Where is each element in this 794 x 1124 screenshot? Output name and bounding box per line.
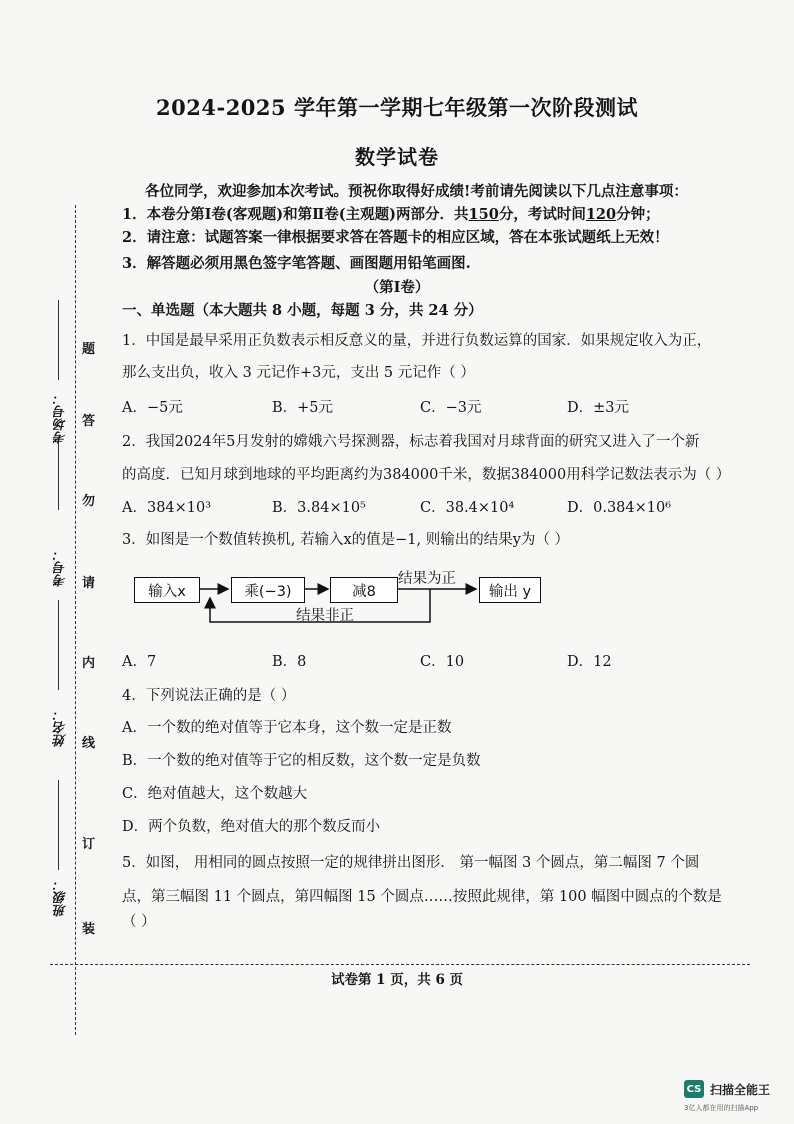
fill-line <box>58 600 59 690</box>
part-label: （第Ⅰ卷） <box>364 279 430 296</box>
seal-char: 题 <box>82 342 96 357</box>
flow-multiply-box <box>231 577 305 603</box>
q4-option-d: D．两个负数，绝对值大的那个数反而小 <box>122 819 381 835</box>
notice-item-2: 2．请注意：试题答案一律根据要求答在答题卡的相应区域，答在本张试题纸上无效！ <box>122 229 669 246</box>
seal-char: 装 <box>82 922 96 937</box>
exam-number-label: 考号： <box>54 548 69 587</box>
exam-room-label: 考场号： <box>54 392 69 444</box>
notice-item-1-mid: 分，考试时间 <box>498 206 586 223</box>
fill-line <box>58 780 59 870</box>
q4-option-c: C．绝对值越大，这个数越大 <box>122 786 308 802</box>
section-heading: 一、单选题（本大题共 8 小题，每题 3 分，共 24 分） <box>122 302 483 319</box>
question-4-line-1: 4．下列说法正确的是（ ） <box>122 688 296 704</box>
q3-option-a: A．7 <box>122 654 157 670</box>
seal-char: 请 <box>82 576 96 591</box>
notice-exam-time: 120 <box>585 206 617 223</box>
question-2-line-1: 2．我国2024年5月发射的嫦娥六号探测器，标志着我国对月球背面的研究又进入了一个新 <box>122 434 700 450</box>
seal-char: 订 <box>82 837 96 852</box>
question-5-line-1: 5．如图， 用相同的圆点按照一定的规律拼出图形． 第一幅图 3 个圆点，第二幅图 7 个圆 <box>122 855 700 871</box>
flow-output-box <box>479 577 541 603</box>
q3-option-d: D．12 <box>567 654 612 670</box>
question-5-line-3: （ ） <box>122 914 156 930</box>
q2-option-a: A．384×10³ <box>122 500 212 516</box>
q1-option-d: D．±3元 <box>567 400 630 416</box>
question-3-line-1: 3．如图是一个数值转换机, 若输入x的值是−1, 则输出的结果y为（ ） <box>122 532 570 548</box>
q3-option-b: B．8 <box>272 654 307 670</box>
flow-not-positive-label: 结果非正 <box>296 608 354 624</box>
q2-option-b: B．3.84×10⁵ <box>272 500 366 516</box>
flow-positive-label: 结果为正 <box>398 571 456 587</box>
seal-char: 线 <box>82 736 96 751</box>
q1-option-b: B．+5元 <box>272 400 334 416</box>
fill-line <box>58 440 59 510</box>
seal-char: 内 <box>82 656 96 671</box>
q2-option-d: D．0.384×10⁶ <box>567 500 672 516</box>
flow-subtract-text: 减8 <box>352 583 376 600</box>
q1-option-c: C．−3元 <box>420 400 482 416</box>
footer-divider <box>50 964 750 965</box>
question-1-line-1: 1．中国是最早采用正负数表示相反意义的量，并进行负数运算的国家．如果规定收入为正， <box>122 333 712 349</box>
flow-output-text: 输出 y <box>488 583 532 600</box>
name-label: 姓名： <box>54 708 69 747</box>
subject-title: 数学试卷 <box>355 145 439 169</box>
scanner-tagline: 3亿人都在用的扫描App <box>684 1104 759 1112</box>
notice-item-3: 3．解答题必须用黑色签字笔答题、画图题用铅笔画图. <box>122 255 471 272</box>
notice-greeting: 各位同学，欢迎参加本次考试。预祝你取得好成绩!考前请先阅读以下几点注意事项： <box>145 183 688 200</box>
scanner-logo-icon: CS <box>684 1080 704 1098</box>
class-label: 班级： <box>54 878 69 917</box>
scanner-watermark <box>684 1080 770 1098</box>
flow-subtract-box <box>330 577 398 603</box>
notice-total-score: 150 <box>468 206 499 223</box>
question-5-line-2: 点，第三幅图 11 个圆点，第四幅图 15 个圆点……按照此规律，第 100 幅图中圆点的个数是 <box>122 889 722 905</box>
page-footer: 试卷第 1 页，共 6 页 <box>330 972 464 988</box>
flow-input-box <box>134 577 200 603</box>
fill-line <box>58 300 59 380</box>
q2-option-c: C．38.4×10⁴ <box>420 500 515 516</box>
notice-item-1 <box>122 203 660 224</box>
q4-option-b: B．一个数的绝对值等于它的相反数，这个数一定是负数 <box>122 753 481 769</box>
notice-item-1-prefix: 1．本卷分第Ⅰ卷(客观题)和第Ⅱ卷(主观题)两部分．共 <box>122 206 469 223</box>
exam-title: 2024-2025 学年第一学期七年级第一次阶段测试 <box>156 95 638 120</box>
q3-option-c: C．10 <box>420 654 465 670</box>
flow-multiply-text: 乘(−3) <box>244 583 292 600</box>
binding-dashed-line <box>75 205 76 1035</box>
notice-item-1-suffix: 分钟； <box>616 206 660 223</box>
question-2-line-2: 的高度．已知月球到地球的平均距离约为384000千米，数据384000用科学记数法表示为（ ） <box>122 467 731 483</box>
scanner-app-name: 扫描全能王 <box>710 1082 771 1097</box>
question-1-line-2: 那么支出负，收入 3 元记作+3元，支出 5 元记作（ ） <box>122 365 475 381</box>
seal-char: 答 <box>82 414 96 429</box>
q1-option-a: A．−5元 <box>122 400 183 416</box>
q4-option-a: A．一个数的绝对值等于它本身，这个数一定是正数 <box>122 720 452 736</box>
seal-char: 勿 <box>82 494 96 509</box>
flow-input-text: 输入x <box>148 583 186 600</box>
